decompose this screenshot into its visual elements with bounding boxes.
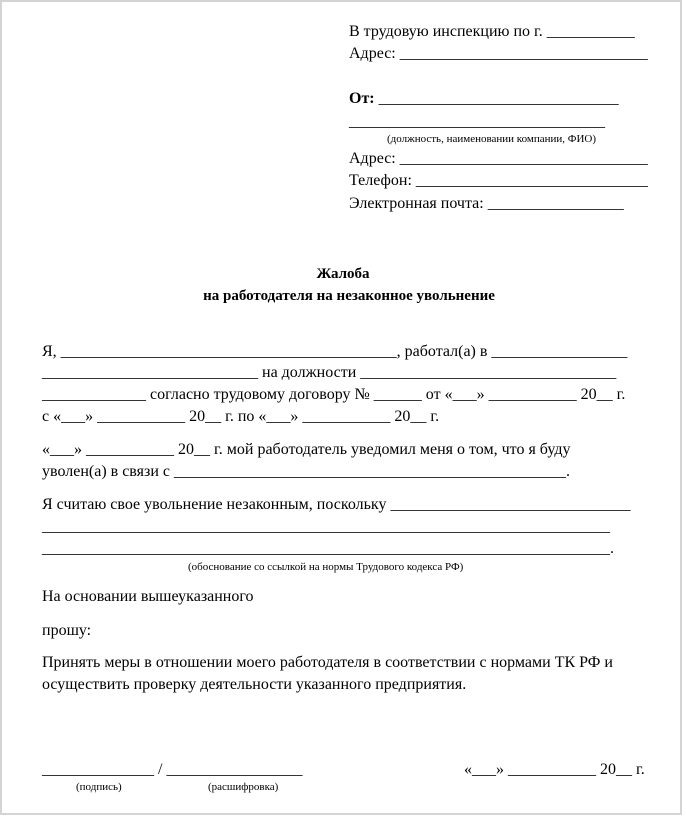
document-subtitle: на работодателя на незаконное увольнение bbox=[203, 288, 495, 304]
p3-hint: (обоснование со ссылкой на нормы Трудового кодекса РФ) bbox=[188, 561, 464, 573]
p1-line-4: с «___» ___________ 20__ г. по «___» ___________ 20__ г. bbox=[42, 408, 440, 425]
inspection-addressee: В трудовую инспекцию по г. ___________ bbox=[349, 23, 635, 40]
from-label: От: bbox=[349, 90, 375, 107]
decode-hint: (расшифровка) bbox=[208, 781, 279, 793]
inspection-address: Адрес: _______________________________ bbox=[349, 45, 648, 62]
document-title: Жалоба bbox=[316, 266, 370, 282]
p3-line-2: _______________________________________________________________________ bbox=[42, 518, 610, 535]
sender-line bbox=[349, 89, 619, 109]
p3-line-1: Я считаю свое увольнение незаконным, поскольку ______________________________ bbox=[42, 496, 631, 513]
p2-line-2: уволен(а) в связи с _________________________________________________. bbox=[42, 463, 570, 480]
p1-line-2: ___________________________ на должности ________________________________ bbox=[42, 364, 617, 381]
p1-line-3: _____________ согласно трудовому договору № ______ от «___» ___________ 20__ г. bbox=[42, 386, 626, 403]
sender-hint: (должность, наименовании компании, ФИО) bbox=[387, 133, 597, 145]
basis-text: На основании вышеуказанного bbox=[42, 588, 254, 605]
signature-hint: (подпись) bbox=[76, 781, 122, 793]
request-line-1: Принять меры в отношении моего работодателя в соответствии с нормами ТК РФ и bbox=[42, 654, 613, 671]
p3-line-3: _______________________________________________________________________. bbox=[42, 540, 614, 557]
sender-address: Адрес: _______________________________ bbox=[349, 150, 648, 167]
signature-line: ______________ / _________________ bbox=[42, 761, 303, 778]
sender-email: Электронная почта: _________________ bbox=[349, 195, 624, 212]
sender-phone: Телефон: _____________________________ bbox=[349, 172, 648, 189]
p2-line-1: «___» ___________ 20__ г. мой работодатель уведомил меня о том, что я буду bbox=[42, 441, 571, 458]
from-blank: ______________________________ bbox=[374, 90, 619, 107]
request-line-2: осуществить проверку деятельности указанного предприятия. bbox=[42, 676, 467, 693]
p1-line-1: Я, __________________________________________, работал(а) в _________________ bbox=[42, 343, 628, 360]
date-line: «___» ___________ 20__ г. bbox=[464, 761, 645, 778]
sender-line-2: ________________________________ bbox=[349, 113, 605, 130]
request-label: прошу: bbox=[42, 622, 92, 639]
